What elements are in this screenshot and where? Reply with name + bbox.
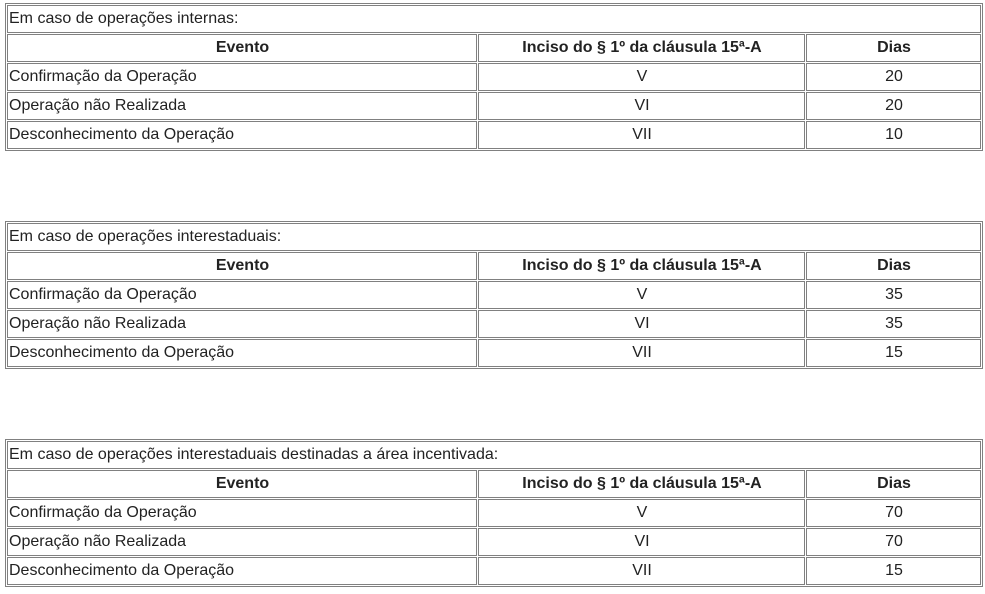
table-row (7, 557, 981, 585)
column-header-inciso: Inciso do § 1º da cláusula 15ª-A (478, 34, 805, 62)
table-row (7, 528, 981, 556)
column-header-evento: Evento (7, 252, 477, 280)
cell-inciso: VI (478, 528, 805, 556)
prazos-table (5, 221, 983, 369)
cell-dias: 10 (806, 121, 981, 149)
cell-dias: 35 (806, 281, 981, 309)
table-caption: Em caso de operações internas: (7, 5, 981, 33)
table-row (7, 339, 981, 367)
table-header-row (7, 252, 981, 280)
table-header-row (7, 34, 981, 62)
cell-evento: Confirmação da Operação (7, 499, 477, 527)
cell-dias: 20 (806, 63, 981, 91)
table-header-row (7, 470, 981, 498)
cell-evento: Desconhecimento da Operação (7, 557, 477, 585)
column-header-inciso: Inciso do § 1º da cláusula 15ª-A (478, 252, 805, 280)
column-header-evento: Evento (7, 34, 477, 62)
table-caption-row (7, 5, 981, 33)
table-row (7, 121, 981, 149)
table-row (7, 499, 981, 527)
cell-inciso: V (478, 499, 805, 527)
cell-evento: Desconhecimento da Operação (7, 121, 477, 149)
table-caption-row (7, 441, 981, 469)
cell-dias: 15 (806, 339, 981, 367)
cell-dias: 20 (806, 92, 981, 120)
table-caption-row (7, 223, 981, 251)
cell-inciso: VII (478, 339, 805, 367)
cell-inciso: V (478, 281, 805, 309)
table-block-interestaduais (5, 221, 983, 369)
table-row (7, 63, 981, 91)
cell-evento: Desconhecimento da Operação (7, 339, 477, 367)
table-block-internas (5, 3, 983, 151)
column-header-inciso: Inciso do § 1º da cláusula 15ª-A (478, 470, 805, 498)
cell-evento: Operação não Realizada (7, 528, 477, 556)
cell-inciso: VII (478, 121, 805, 149)
table-caption: Em caso de operações interestaduais: (7, 223, 981, 251)
cell-inciso: VII (478, 557, 805, 585)
cell-evento: Operação não Realizada (7, 92, 477, 120)
cell-inciso: VI (478, 92, 805, 120)
cell-dias: 15 (806, 557, 981, 585)
table-row (7, 92, 981, 120)
cell-dias: 35 (806, 310, 981, 338)
table-row (7, 310, 981, 338)
prazos-table (5, 439, 983, 587)
cell-evento: Operação não Realizada (7, 310, 477, 338)
table-block-area-incentivada (5, 439, 983, 587)
cell-dias: 70 (806, 528, 981, 556)
column-header-dias: Dias (806, 34, 981, 62)
cell-evento: Confirmação da Operação (7, 63, 477, 91)
cell-dias: 70 (806, 499, 981, 527)
column-header-dias: Dias (806, 470, 981, 498)
cell-inciso: V (478, 63, 805, 91)
prazos-table (5, 3, 983, 151)
table-caption: Em caso de operações interestaduais destinadas a área incentivada: (7, 441, 981, 469)
column-header-evento: Evento (7, 470, 477, 498)
cell-inciso: VI (478, 310, 805, 338)
table-row (7, 281, 981, 309)
cell-evento: Confirmação da Operação (7, 281, 477, 309)
column-header-dias: Dias (806, 252, 981, 280)
